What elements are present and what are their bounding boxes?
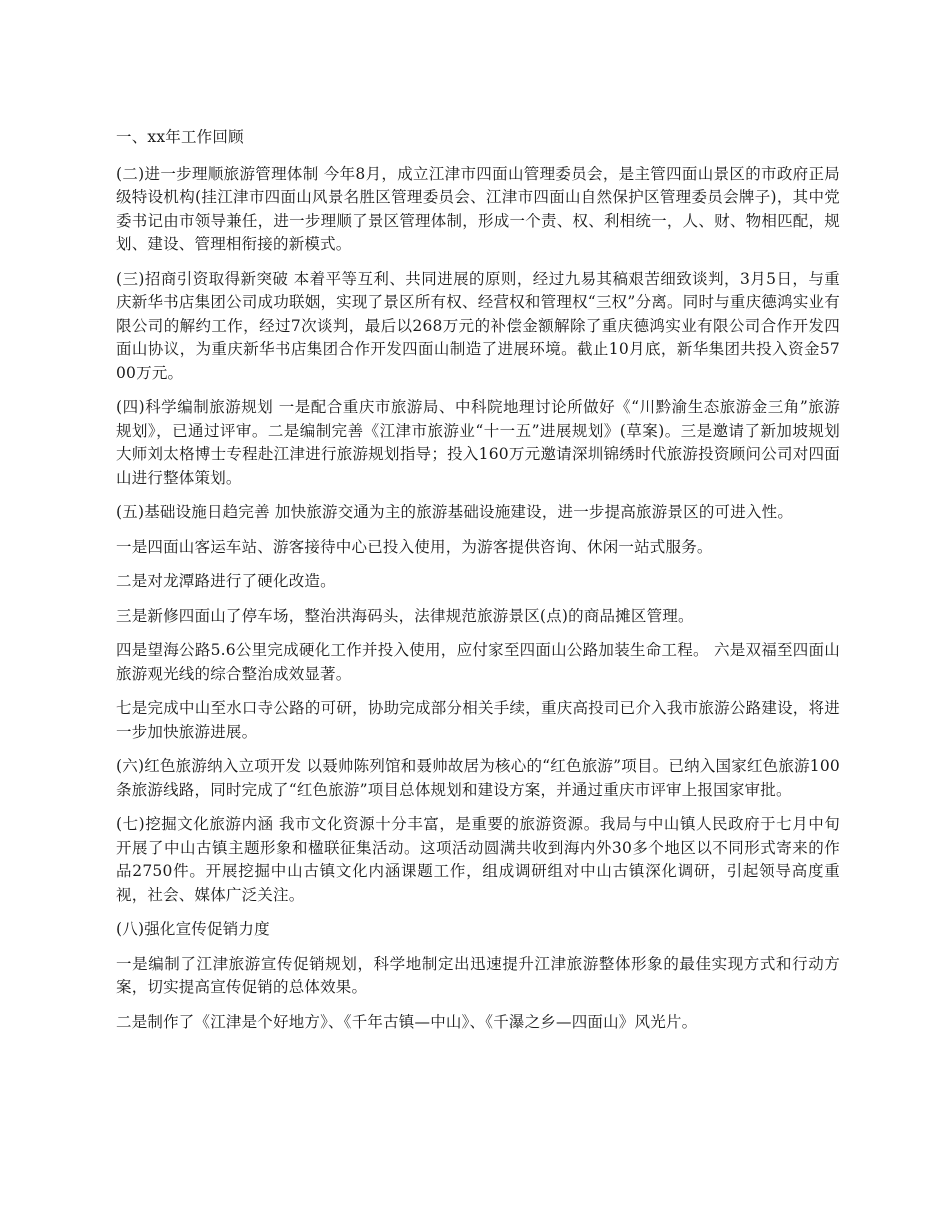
paragraph-red-tourism: (六)红色旅游纳入立项开发 以聂帅陈列馆和聂帅故居为核心的“红色旅游”项目。已纳入国家红色旅游100条旅游线路，同时完成了“红色旅游”项目总体规划和建设方案，并通过重庆市评审上报国家审批。 [116,757,840,799]
document-body [116,126,840,1045]
paragraph-culture: (七)挖掘文化旅游内涵 我市文化资源十分丰富，是重要的旅游资源。我局与中山镇人民政府于七月中旬开展了中山古镇主题形象和楹联征集活动。这项活动圆满共收到海内外30多个地区以不同形式寄来的作品2750件。开展挖掘中山古镇文化内涵课题工作，组成调研组对中山古镇深化调研，引起领导高度重视，社会、媒体广泛关注。 [116,815,840,904]
paragraph-promotion-2: 二是制作了《江津是个好地方》、《千年古镇—中山》、《千瀑之乡—四面山》风光片。 [116,1012,698,1031]
section-heading: 一、xx年工作回顾 [116,128,244,146]
paragraph-investment: (三)招商引资取得新突破 本着平等互利、共同进展的原则，经过九易其稿艰苦细致谈判，3月5日，与重庆新华书店集团公司成功联姻，实现了景区所有权、经营权和管理权“三权”分离。同时与重庆德鸿实业有限公司的解约工作，经过7次谈判，最后以268万元的补偿金额解除了重庆德鸿实业有限公司合作开发四面山协议，为重庆新华书店集团合作开发四面山制造了进展环境。截止10月底，新华集团共投入资金5700万元。 [116,269,840,382]
paragraph-item-4: 四是望海公路5.6公里完成硬化工作并投入使用，应付家至四面山公路加装生命工程。 六是双福至四面山旅游观光线的综合整治成效显著。 [116,641,840,683]
paragraph-management-system: (二)进一步理顺旅游管理体制 今年8月，成立江津市四面山管理委员会，是主管四面山景区的市政府正局级特设机构(挂江津市四面山风景名胜区管理委员会、江津市四面山自然保护区管理委员会牌子)，其中党委书记由市领导兼任，进一步理顺了景区管理体制，形成一个责、权、利相统一，人、财、物相匹配，规划、建设、管理相衔接的新模式。 [116,164,840,253]
paragraph-promotion-1: 一是编制了江津旅游宣传促销规划，科学地制定出迅速提升江津旅游整体形象的最佳实现方式和行动方案，切实提高宣传促销的总体效果。 [116,954,840,996]
paragraph-promotion-heading: (八)强化宣传促销力度 [116,920,270,938]
paragraph-item-1: 一是四面山客运车站、游客接待中心已投入使用，为游客提供咨询、休闲一站式服务。 [116,537,713,556]
paragraph-item-7: 七是完成中山至水口寺公路的可研，协助完成部分相关手续，重庆高投司已介入我市旅游公路建设，将进一步加快旅游进展。 [116,699,840,741]
paragraph-planning: (四)科学编制旅游规划 一是配合重庆市旅游局、中科院地理讨论所做好《“川黔渝生态旅游金三角”旅游规划》，已通过评审。二是编制完善《江津市旅游业“十一五”进展规划》(草案)。三是邀请了新加坡规划大师刘太格博士专程赴江津进行旅游规划指导；投入160万元邀请深圳锦绣时代旅游投资顾问公司对四面山进行整体策划。 [116,398,840,487]
paragraph-item-3: 三是新修四面山了停车场，整治洪海码头，法律规范旅游景区(点)的商品摊区管理。 [116,606,694,625]
paragraph-item-2: 二是对龙潭路进行了硬化改造。 [116,572,336,590]
paragraph-infrastructure: (五)基础设施日趋完善 加快旅游交通为主的旅游基础设施建设，进一步提高旅游景区的可进入性。 [116,503,794,521]
